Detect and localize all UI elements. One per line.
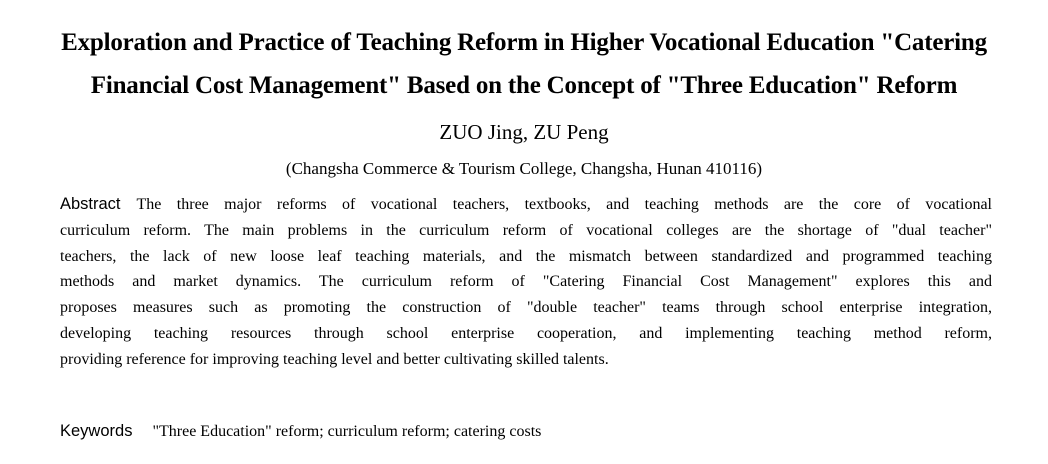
authors: ZUO Jing, ZU Peng bbox=[439, 120, 609, 144]
abstract-line: developing teaching resources through school enterprise cooperation, and implementing teaching method reform, bbox=[60, 324, 992, 342]
keywords-label: Keywords bbox=[60, 422, 133, 440]
abstract-line bbox=[60, 192, 992, 218]
abstract-line: curriculum reform. The main problems in the curriculum reform of vocational colleges are the shortage of "dual teacher" bbox=[60, 221, 992, 239]
abstract-line: teachers, the lack of new loose leaf teaching materials, and the mismatch between standardized and programmed teaching bbox=[60, 247, 992, 265]
abstract-line: methods and market dynamics. The curriculum reform of "Catering Financial Cost Management" explores this and bbox=[60, 273, 992, 291]
abstract-text: The three major reforms of vocational teachers, textbooks, and teaching methods are the core of vocational bbox=[136, 196, 992, 213]
paper-title-line-2: Financial Cost Management" Based on the Concept of "Three Education" Reform bbox=[90, 72, 958, 99]
abstract-label: Abstract bbox=[60, 195, 121, 213]
keywords bbox=[60, 418, 992, 445]
abstract-line: providing reference for improving teaching level and better cultivating skilled talents. bbox=[60, 350, 609, 368]
abstract-line: proposes measures such as promoting the construction of "double teacher" teams through school enterprise integration, bbox=[60, 299, 992, 317]
abstract bbox=[60, 192, 992, 373]
keywords-text: "Three Education" reform; curriculum reform; catering costs bbox=[152, 423, 542, 440]
paper-title-line-1: Exploration and Practice of Teaching Reform in Higher Vocational Education "Catering bbox=[61, 29, 987, 56]
affiliation: (Changsha Commerce & Tourism College, Changsha, Hunan 410116) bbox=[285, 159, 763, 178]
